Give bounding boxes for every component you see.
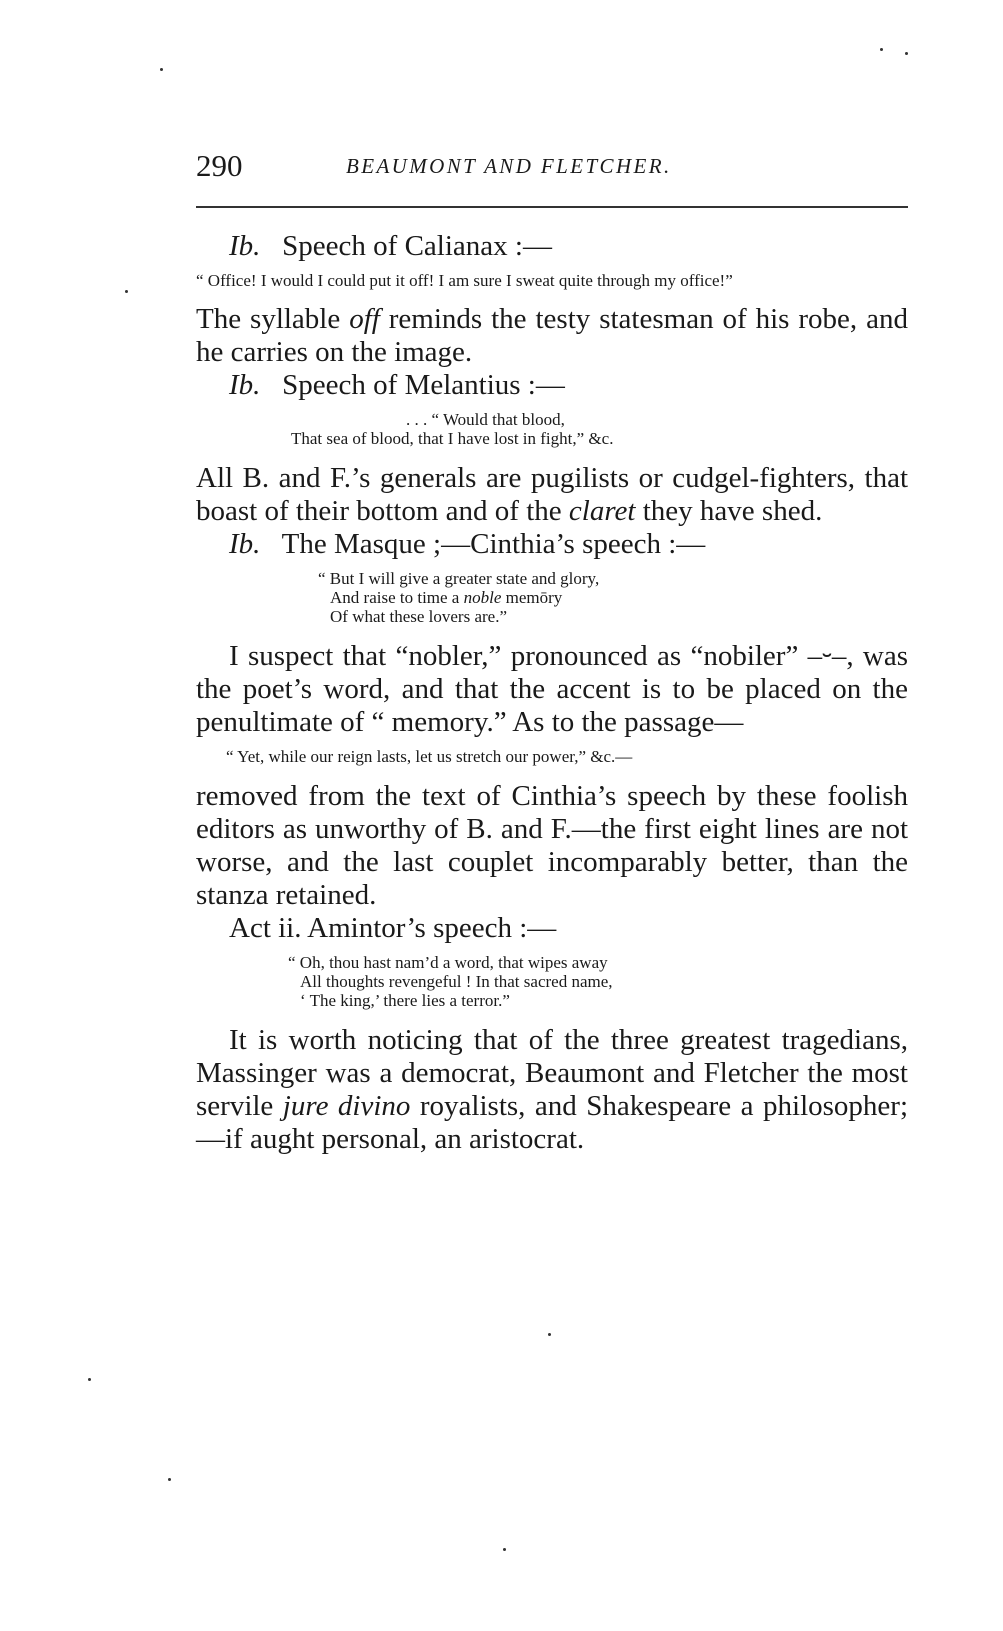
ib-reference: Ib.	[229, 369, 261, 401]
verse-line: “ Oh, thou hast nam’d a word, that wipes away	[288, 953, 608, 972]
paragraph-removed: removed from the text of Cinthia’s speech by these foolish editors as unworthy of B. and F.—the first eight lines are not worse, and the last couplet incomparably better, than the stanza retained.	[196, 780, 908, 911]
running-title: BEAUMONT AND FLETCHER.	[346, 154, 672, 178]
verse-line: Of what these lovers are.”	[330, 607, 508, 626]
verse-line: ‘ The king,’ there lies a terror.”	[300, 991, 510, 1010]
verse-line: “ Yet, while our reign lasts, let us stretch our power,” &c.—	[226, 747, 633, 766]
page-number: 290	[196, 148, 243, 183]
scan-speck	[160, 68, 163, 71]
paragraph-syllable-off	[196, 303, 908, 369]
ib-reference: Ib.	[229, 528, 261, 560]
paragraph-masque	[196, 528, 908, 561]
verse-line: . . . “ Would that blood,	[406, 410, 565, 429]
verse-text: memōry	[501, 588, 563, 607]
italic-word: claret	[568, 495, 636, 527]
scan-speck	[168, 1478, 171, 1481]
paragraph-amintor: Act ii. Amintor’s speech :—	[229, 912, 557, 944]
ib-reference: Ib.	[229, 230, 261, 262]
paragraph-text: reminds the testy statesman of his robe, and he carries on the image.	[196, 303, 908, 368]
scan-speck	[88, 1378, 91, 1381]
quote-calianax: “ Office! I would I could put it off! I am sure I sweat quite through my office!”	[196, 271, 733, 290]
paragraph-text: The syllable	[196, 303, 350, 335]
page-header	[196, 148, 906, 188]
quote-melantius	[196, 410, 908, 448]
italic-word: noble	[463, 588, 502, 607]
paragraph-text: royalists, and Shakespeare a philosopher;—if aught personal, an aristocrat.	[196, 1090, 908, 1155]
paragraph-generals	[196, 462, 908, 528]
paragraph-text: It is worth noticing that of the three greatest tragedians, Massinger was a democrat, Beaumont and Fletcher the most servile	[196, 1024, 908, 1122]
scan-speck	[880, 48, 883, 51]
paragraph-text: they have shed.	[635, 495, 823, 527]
quote-amintor	[196, 953, 908, 1010]
verse-line: That sea of blood, that I have lost in fight,” &c.	[291, 429, 614, 448]
verse-line: “ But I will give a greater state and glory,	[318, 569, 600, 588]
verse-text: And raise to time a	[330, 588, 464, 607]
quote-reign	[196, 747, 908, 766]
quote-cinthia	[196, 569, 908, 626]
paragraph-conclusion	[196, 1024, 908, 1156]
paragraph-text: The Masque ;—Cinthia’s speech :—	[281, 528, 706, 560]
italic-word: off	[349, 303, 380, 335]
paragraph-text: Speech of Melantius :—	[282, 369, 565, 401]
italic-phrase: jure divino	[282, 1090, 411, 1122]
header-rule	[196, 206, 908, 208]
scan-speck	[125, 290, 128, 293]
verse-line: All thoughts revengeful ! In that sacred name,	[300, 972, 613, 991]
scan-speck	[548, 1333, 551, 1336]
paragraph-text: Speech of Calianax :—	[282, 230, 552, 262]
page-body	[196, 230, 908, 1156]
paragraph-text: All B. and F.’s generals are pugilists or cudgel-fighters, that boast of their bottom and of the	[196, 462, 908, 527]
verse-line	[196, 588, 908, 607]
scan-speck	[503, 1548, 506, 1551]
paragraph-calianax	[196, 230, 908, 263]
paragraph-nobler: I suspect that “nobler,” pronounced as “nobiler” –⏑–, was the poet’s word, and that the accent is to be placed on the penultimate of “ memory.” As to the passage—	[196, 640, 908, 738]
scan-speck	[905, 52, 908, 55]
paragraph-melantius	[196, 369, 908, 402]
